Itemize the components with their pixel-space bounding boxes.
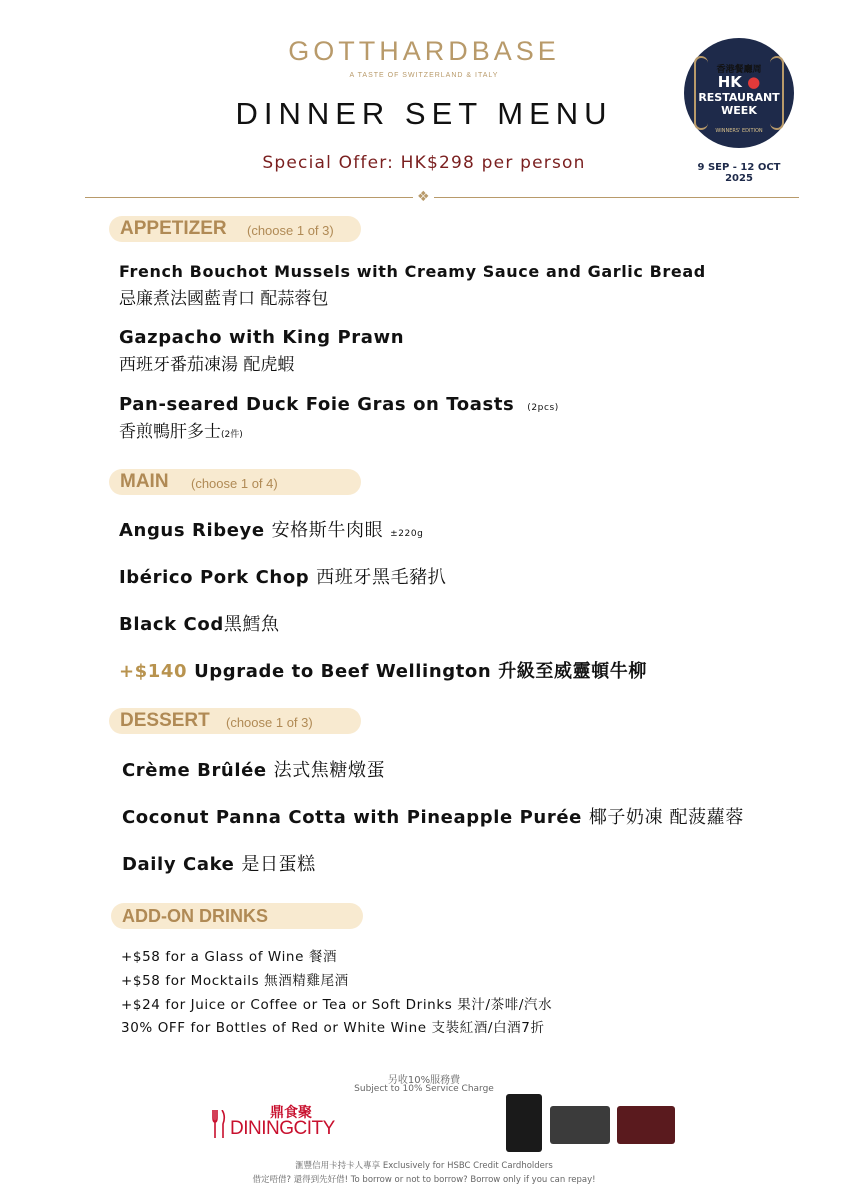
diningcity-zh: 鼎食聚 bbox=[270, 1105, 312, 1121]
upgrade-price: +$140 bbox=[119, 661, 188, 682]
section-title: ADD-ON DRINKS bbox=[122, 906, 268, 926]
service-charge-zh: 另收10%服務費 bbox=[387, 1075, 461, 1086]
appetizer-3-zh: 香煎鴨肝多士(2件) bbox=[119, 422, 243, 442]
hsbc-exclusive: 滙豐信用卡持卡人專享 Exclusively for HSBC Credit Cardholders bbox=[295, 1161, 553, 1171]
appetizer-2-zh: 西班牙番茄凍湯 配虎蝦 bbox=[119, 355, 295, 375]
dessert-3: Daily Cake 是日蛋糕 bbox=[122, 854, 316, 875]
hsbc-card-black bbox=[506, 1094, 542, 1152]
hsbc-card-grey bbox=[550, 1106, 610, 1144]
main-2: Ibérico Pork Chop 西班牙黑毛豬扒 bbox=[119, 567, 447, 588]
drink-line-2: +$58 for Mocktails 無酒精雞尾酒 bbox=[121, 973, 349, 989]
diningcity-en: DININGCITY bbox=[230, 1118, 335, 1139]
badge-hk: HK ● bbox=[717, 73, 761, 91]
special-offer: Special Offer: HK$298 per person bbox=[262, 153, 586, 173]
appetizer-3-zh-note: (2件) bbox=[221, 430, 243, 440]
drink-line-4: 30% OFF for Bottles of Red or White Wine 支裝紅酒/白酒7折 bbox=[121, 1020, 545, 1036]
badge-edition: WINNERS' EDITION bbox=[715, 128, 763, 134]
section-note: (choose 1 of 4) bbox=[191, 476, 278, 491]
diningcity-logo bbox=[212, 1104, 352, 1144]
appetizer-1-en: French Bouchot Mussels with Creamy Sauce and Garlic Bread bbox=[119, 262, 706, 281]
hsbc-card-red bbox=[617, 1106, 675, 1144]
brand-tagline: A TASTE OF SWITZERLAND & ITALY bbox=[349, 72, 499, 79]
drink-line-1: +$58 for a Glass of Wine 餐酒 bbox=[121, 949, 338, 965]
page-title: DINNER SET MENU bbox=[235, 96, 613, 131]
section-note: (choose 1 of 3) bbox=[247, 223, 334, 238]
section-dessert bbox=[109, 708, 361, 734]
service-charge-en: Subject to 10% Service Charge bbox=[354, 1084, 494, 1094]
drink-line-3: +$24 for Juice or Coffee or Tea or Soft Drinks 果汁/茶啡/汽水 bbox=[121, 997, 553, 1013]
main-1-note: ±220g bbox=[390, 529, 424, 539]
section-title: DESSERT bbox=[120, 710, 210, 731]
section-title: MAIN bbox=[120, 471, 169, 492]
appetizer-1-zh: 忌廉煮法國藍青口 配蒜蓉包 bbox=[119, 289, 329, 309]
main-1: Angus Ribeye 安格斯牛肉眼 ±220g bbox=[119, 520, 424, 541]
appetizer-2-en: Gazpacho with King Prawn bbox=[119, 327, 405, 348]
section-note: (choose 1 of 3) bbox=[226, 715, 313, 730]
section-main bbox=[109, 469, 361, 495]
badge-dates: 9 SEP - 12 OCT 2025 bbox=[697, 162, 781, 184]
section-title: APPETIZER bbox=[120, 218, 227, 239]
cutlery-icon bbox=[212, 1110, 226, 1138]
restaurant-week-badge bbox=[684, 38, 794, 148]
appetizer-3-en-note: (2pcs) bbox=[527, 403, 559, 413]
appetizer-3-en: Pan-seared Duck Foie Gras on Toasts (2pcs) bbox=[119, 394, 559, 415]
borrow-warning: 借定唔借? 還得到先好借! To borrow or not to borrow? Borrow only if you can repay! bbox=[252, 1175, 596, 1185]
brand-logo: GOTTHARDBASE bbox=[288, 36, 560, 66]
section-appetizer bbox=[109, 216, 361, 242]
badge-title: RESTAURANT WEEK bbox=[698, 91, 780, 117]
divider-ornament-icon: ❖ bbox=[413, 189, 434, 205]
dessert-2: Coconut Panna Cotta with Pineapple Purée 椰子奶凍 配菠蘿蓉 bbox=[122, 807, 744, 828]
section-drinks bbox=[111, 903, 363, 929]
badge-zh: 香港餐廳周 bbox=[716, 65, 762, 75]
main-3: Black Cod黑鱈魚 bbox=[119, 614, 280, 635]
header-divider bbox=[85, 197, 799, 198]
dessert-1: Crème Brûlée 法式焦糖燉蛋 bbox=[122, 760, 386, 781]
main-upgrade: +$140 Upgrade to Beef Wellington 升級至威靈頓牛柳 bbox=[119, 661, 648, 682]
